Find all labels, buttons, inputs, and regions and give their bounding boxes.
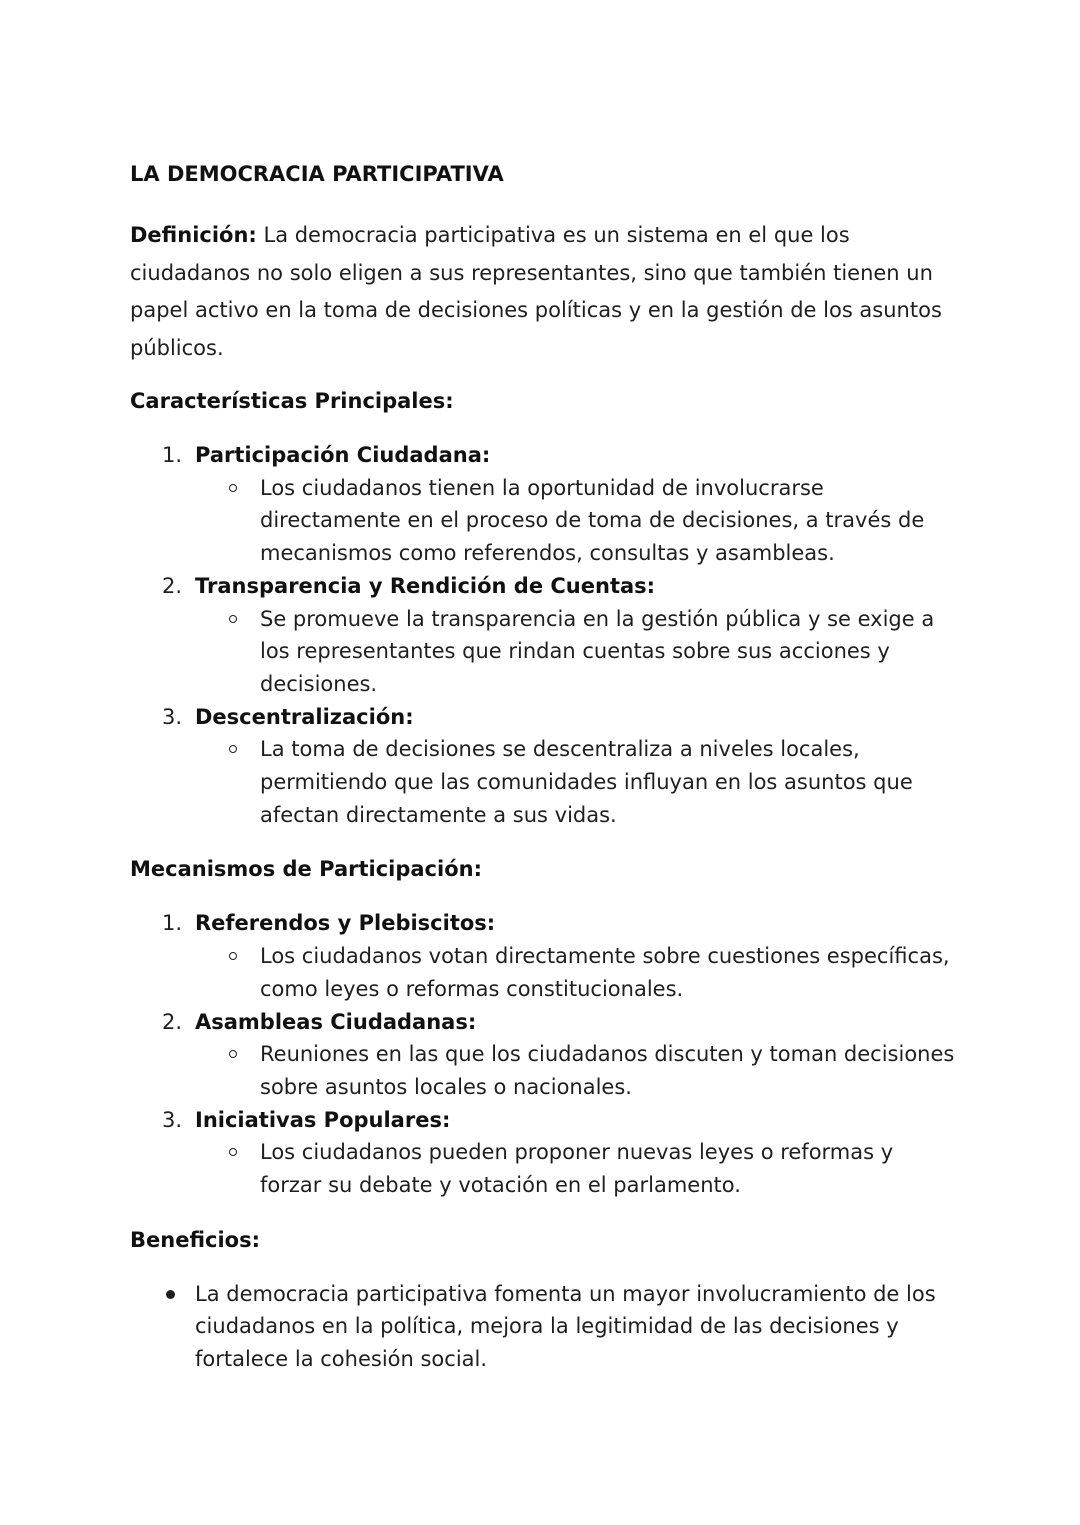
item-number: 3.	[162, 704, 183, 729]
definition-text: La democracia participativa es un sistema en el que los ciudadanos no solo eligen a sus representantes, sino que también tienen un papel activo en la toma de decisiones políticas y en la gestión de los asuntos públicos.	[130, 223, 942, 360]
benefit-text: La democracia participativa fomenta un mayor involucramiento de los ciudadanos en la política, mejora la legitimidad de las decisiones y fortalece la cohesión social.	[195, 1281, 936, 1372]
item-title: Asambleas Ciudadanas:	[195, 1009, 477, 1034]
list-item	[130, 570, 960, 701]
definition-paragraph	[130, 217, 960, 367]
hollow-bullet-icon	[229, 484, 237, 492]
item-number: 1.	[162, 911, 183, 936]
sub-list-item	[195, 733, 960, 831]
hollow-bullet-icon	[229, 615, 237, 623]
mechanisms-list	[130, 907, 960, 1201]
item-number: 1.	[162, 443, 183, 467]
filled-bullet-icon	[166, 1290, 175, 1299]
hollow-bullet-icon	[229, 1148, 237, 1156]
item-title: Descentralización:	[195, 704, 414, 729]
characteristics-list	[130, 439, 960, 831]
item-detail: Los ciudadanos votan directamente sobre cuestiones específicas, como leyes o reformas constitucionales.	[260, 944, 950, 1001]
item-detail: Reuniones en las que los ciudadanos discuten y toman decisiones sobre asuntos locales o nacionales.	[260, 1042, 955, 1099]
list-item	[130, 1006, 960, 1104]
document-page	[130, 158, 960, 1376]
benefits-list	[130, 1278, 960, 1376]
list-item	[130, 439, 960, 570]
hollow-bullet-icon	[229, 1050, 237, 1058]
item-number: 2.	[162, 573, 183, 598]
item-detail: Se promueve la transparencia en la gestión pública y se exige a los representantes que rindan cuentas sobre sus acciones y decisiones.	[260, 606, 935, 696]
hollow-bullet-icon	[229, 952, 237, 960]
sub-list-item	[195, 1038, 960, 1103]
item-detail: Los ciudadanos pueden proponer nuevas leyes o reformas y forzar su debate y votación en el parlamento.	[260, 1140, 894, 1198]
item-number: 2.	[162, 1009, 183, 1034]
hollow-bullet-icon	[229, 745, 237, 753]
item-title: Transparencia y Rendición de Cuentas:	[195, 573, 656, 598]
item-detail: Los ciudadanos tienen la oportunidad de involucrarse directamente en el proceso de toma de decisiones, a través de mecanismos como referendos, consultas y asambleas.	[260, 475, 925, 566]
sub-list-item	[195, 472, 960, 570]
sub-list	[195, 1136, 960, 1201]
sub-list	[195, 940, 960, 1005]
document-title: LA DEMOCRACIA PARTICIPATIVA	[130, 162, 504, 186]
sub-list	[195, 603, 960, 701]
item-title: Referendos y Plebiscitos:	[195, 911, 496, 936]
sub-list-item	[195, 603, 960, 701]
list-item	[130, 1278, 960, 1376]
item-title: Iniciativas Populares:	[195, 1107, 451, 1132]
sub-list-item	[195, 940, 960, 1005]
sub-list	[195, 733, 960, 831]
sub-list	[195, 472, 960, 570]
sub-list-item	[195, 1136, 960, 1201]
definition-label: Definición:	[130, 223, 257, 247]
mechanisms-heading: Mecanismos de Participación:	[130, 857, 482, 882]
sub-list	[195, 1038, 960, 1103]
item-detail: La toma de decisiones se descentraliza a niveles locales, permitiendo que las comunidades influyan en los asuntos que afectan directamente a sus vidas.	[260, 737, 913, 827]
benefits-heading: Beneficios:	[130, 1227, 260, 1252]
list-item	[130, 907, 960, 1005]
list-item	[130, 1104, 960, 1202]
list-item	[130, 701, 960, 832]
item-number: 3.	[162, 1107, 183, 1132]
item-title: Participación Ciudadana:	[195, 443, 491, 467]
characteristics-heading: Características Principales:	[130, 389, 454, 413]
